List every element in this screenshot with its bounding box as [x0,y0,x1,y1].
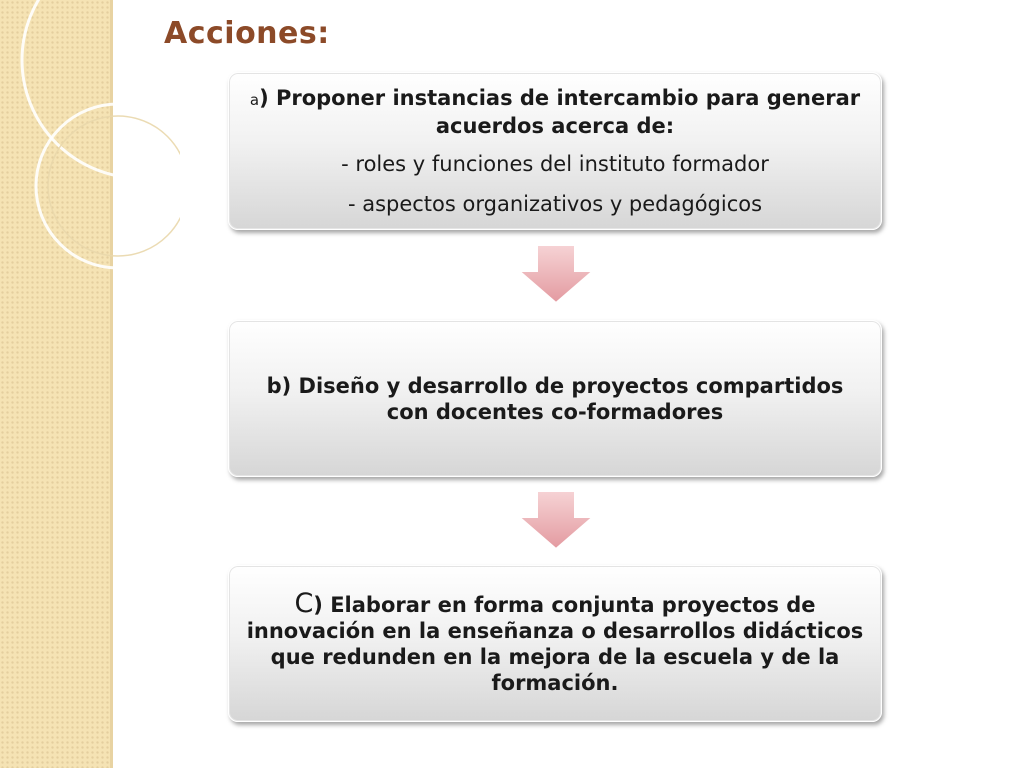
step-box-a [228,72,882,230]
step-box-b [228,320,882,477]
step-a-heading-text: ) Proponer instancias de intercambio para generar acuerdos acerca de: [259,86,861,138]
step-c-prefix: C [294,588,314,619]
step-b-heading-text: ) Diseño y desarrollo de proyectos compartidos con docentes co-formadores [281,373,844,424]
step-b-prefix: b [266,373,282,398]
step-a-heading [243,85,867,139]
decorative-sidebar [0,0,113,768]
step-c-heading-text: ) Elaborar en forma conjunta proyectos de innovación en la enseñanza o desarrollos didácticos que redunden en la mejora de la escuela y de la formación. [246,593,864,695]
step-c-heading [243,588,867,696]
down-arrow-icon [517,489,595,551]
slide-title: Acciones: [164,16,330,51]
step-a-item-1: - roles y funciones del instituto formador [341,152,769,176]
step-a-item-2: - aspectos organizativos y pedagógicos [347,192,763,216]
step-b-heading [243,373,867,425]
down-arrow-icon [517,243,595,305]
step-box-c [228,565,882,722]
step-a-prefix: a [249,91,260,109]
